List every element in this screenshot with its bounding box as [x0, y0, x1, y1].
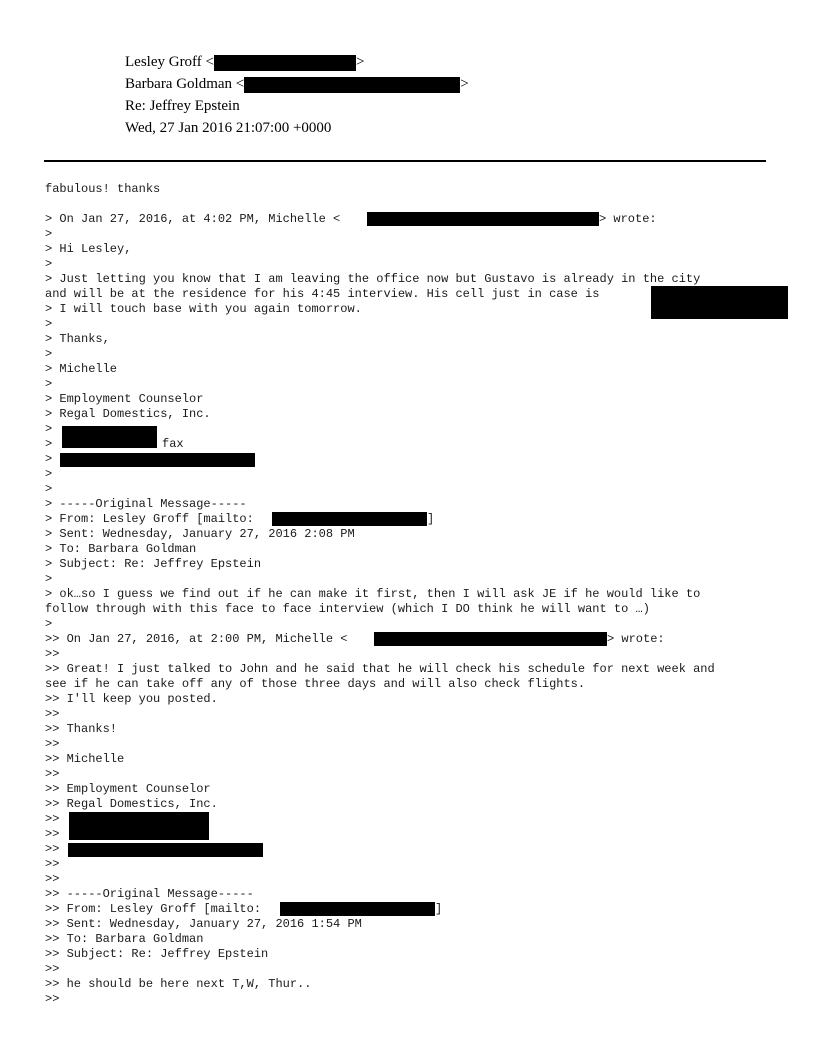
body-line: >> I'll keep you posted. [45, 692, 218, 706]
redacted-phone [69, 812, 209, 840]
body-line: > Just letting you know that I am leaving the office now but Gustavo is already in the city [45, 272, 701, 286]
to-name: Barbara Goldman < [125, 76, 245, 92]
body-line: >> [45, 842, 60, 856]
body-line: >> [45, 647, 60, 661]
from-close: > [356, 54, 365, 70]
body-line: see if he can take off any of those three days and will also check flights. [45, 677, 586, 691]
body-line: >> [45, 737, 60, 751]
redacted-email [280, 902, 435, 916]
body-line: > [45, 257, 53, 271]
body-line: > [45, 452, 53, 466]
body-line: > wrote: [599, 212, 657, 226]
header-divider [44, 160, 766, 162]
body-line: follow through with this face to face interview (which I DO think he will want to …) [45, 602, 650, 616]
body-line: >> Michelle [45, 752, 125, 766]
body-line: >> [45, 767, 60, 781]
body-line: >> [45, 827, 60, 841]
body-line: > [45, 347, 53, 361]
body-line: > Sent: Wednesday, January 27, 2016 2:08 PM [45, 527, 355, 541]
body-line: >> [45, 857, 60, 871]
body-line: > [45, 227, 53, 241]
body-line: >> From: Lesley Groff [mailto: [45, 902, 262, 916]
redacted-email [60, 453, 255, 467]
redacted-to-email [244, 77, 460, 93]
body-line: and will be at the residence for his 4:45 interview. His cell just in case is [45, 287, 600, 301]
body-line: >> Great! I just talked to John and he said that he will check his schedule for next week and [45, 662, 715, 676]
body-line: > [45, 572, 53, 586]
body-line: >> To: Barbara Goldman [45, 932, 204, 946]
redacted-email [374, 632, 607, 646]
body-line: > [45, 422, 53, 436]
body-line: > [45, 617, 53, 631]
body-line: >> On Jan 27, 2016, at 2:00 PM, Michelle < [45, 632, 348, 646]
body-line: > Regal Domestics, Inc. [45, 407, 211, 421]
body-line: > Michelle [45, 362, 118, 376]
body-line: >> [45, 707, 60, 721]
body-line: ] [435, 902, 443, 916]
body-line: fax [162, 437, 184, 451]
body-line: ] [427, 512, 435, 526]
body-line: > [45, 482, 53, 496]
body-line: > Thanks, [45, 332, 110, 346]
body-line: >> he should be here next T,W, Thur.. [45, 977, 312, 991]
body-line: > Employment Counselor [45, 392, 204, 406]
from-name: Lesley Groff < [125, 54, 214, 70]
body-line: > Hi Lesley, [45, 242, 132, 256]
body-line: >> Regal Domestics, Inc. [45, 797, 218, 811]
body-line: >> Employment Counselor [45, 782, 211, 796]
body-line: >> Sent: Wednesday, January 27, 2016 1:54 PM [45, 917, 362, 931]
redacted-email [68, 843, 263, 857]
body-line: >> [45, 962, 60, 976]
body-line: > wrote: [607, 632, 665, 646]
date-value: Wed, 27 Jan 2016 21:07:00 +0000 [125, 120, 332, 136]
body-line: >> Subject: Re: Jeffrey Epstein [45, 947, 269, 961]
body-line: > To: Barbara Goldman [45, 542, 197, 556]
body-line: >> Thanks! [45, 722, 118, 736]
subject-value: Re: Jeffrey Epstein [125, 98, 240, 114]
redacted-email [367, 212, 599, 226]
redacted-phone [62, 426, 157, 448]
redacted-from-email [214, 55, 356, 71]
body-line: > Subject: Re: Jeffrey Epstein [45, 557, 262, 571]
body-line: > ok…so I guess we find out if he can make it first, then I will ask JE if he would like to [45, 587, 701, 601]
to-close: > [460, 76, 469, 92]
from-value [125, 52, 364, 72]
body-line: > [45, 317, 53, 331]
body-line: fabulous! thanks [45, 182, 161, 196]
redacted-email [272, 512, 427, 526]
body-line: >> -----Original Message----- [45, 887, 254, 901]
body-line: > -----Original Message----- [45, 497, 247, 511]
body-line: >> [45, 992, 60, 1006]
body-line: > [45, 377, 53, 391]
body-line: > I will touch base with you again tomorrow. [45, 302, 362, 316]
body-line: > [45, 467, 53, 481]
body-line: >> [45, 872, 60, 886]
redacted-phone [651, 286, 788, 319]
body-line: > [45, 437, 53, 451]
body-line: > On Jan 27, 2016, at 4:02 PM, Michelle < [45, 212, 341, 226]
body-line: > From: Lesley Groff [mailto: [45, 512, 254, 526]
to-value [125, 74, 469, 94]
body-line: >> [45, 812, 60, 826]
